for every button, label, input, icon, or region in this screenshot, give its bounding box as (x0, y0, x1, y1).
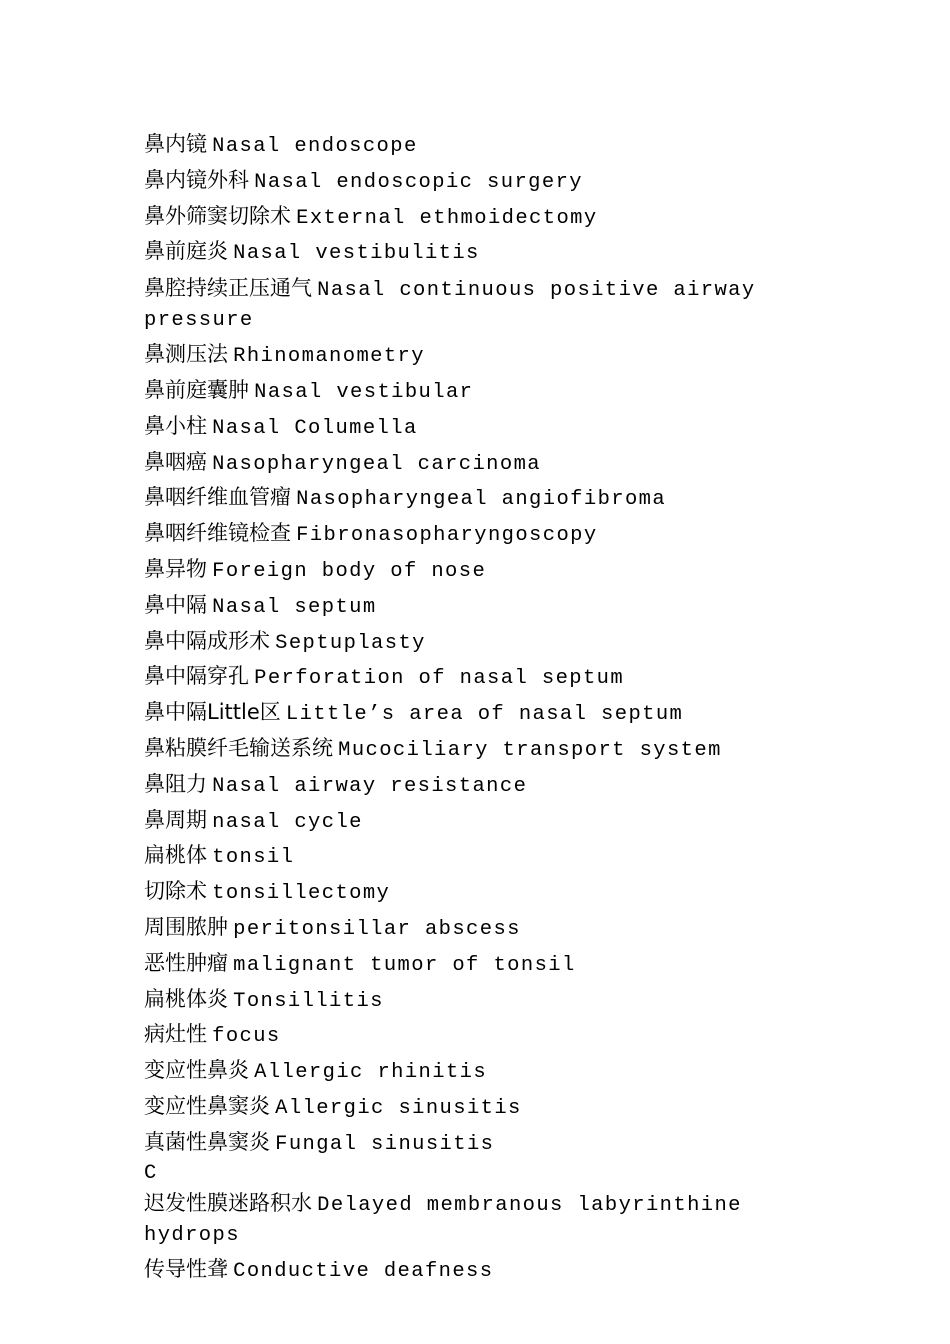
term-english: Allergic sinusitis (275, 1096, 522, 1120)
term-chinese: 鼻咽癌 (144, 449, 207, 474)
glossary-entry (144, 1054, 784, 1090)
term-english: tonsillectomy (212, 882, 391, 906)
term-chinese: 鼻内镜 (144, 132, 207, 156)
glossary-entry (144, 732, 784, 768)
glossary-entry (144, 446, 784, 482)
term-chinese: 扁桃体 (144, 843, 207, 868)
term-english: Nasal vestibulitis (233, 242, 480, 266)
glossary-entry (144, 768, 784, 804)
glossary-entry (144, 374, 784, 410)
glossary-entry (144, 696, 784, 732)
document-page (144, 128, 784, 1288)
glossary-entry (144, 517, 784, 553)
term-english: Delayed membranous labyrinthine hydrops (144, 1193, 742, 1247)
term-chinese: 鼻中隔成形术 (144, 628, 270, 653)
glossary-entry (144, 875, 784, 911)
term-english: Nasal septum (212, 595, 377, 619)
glossary-entry (144, 1253, 784, 1289)
glossary-entry (144, 481, 784, 517)
term-english: tonsil (212, 846, 295, 870)
term-english: Nasal endoscope (212, 135, 418, 158)
term-english: Nasal Columella (212, 416, 418, 440)
term-english: Conductive deafness (233, 1259, 494, 1283)
glossary-entry (144, 1126, 784, 1162)
term-english: peritonsillar abscess (233, 917, 521, 941)
term-english: Perforation of nasal septum (254, 667, 625, 691)
term-english: Allergic rhinitis (254, 1061, 488, 1085)
term-chinese: 鼻中隔 (144, 592, 207, 617)
term-english: Nasopharyngeal angiofibroma (296, 488, 667, 512)
term-chinese: 扁桃体炎 (144, 986, 228, 1011)
glossary-entry (144, 660, 784, 696)
term-chinese: 周围脓肿 (144, 914, 228, 939)
glossary-entry (144, 804, 784, 840)
term-chinese: 鼻外筛窦切除术 (144, 203, 291, 228)
term-chinese: 鼻小柱 (144, 413, 207, 438)
term-english: Rhinomanometry (233, 345, 425, 369)
glossary-entry (144, 235, 784, 271)
glossary-entry (144, 589, 784, 625)
term-chinese: 病灶性 (144, 1022, 207, 1047)
glossary-entry (144, 164, 784, 200)
glossary-entry (144, 1090, 784, 1126)
term-chinese: 鼻前庭囊肿 (144, 377, 249, 402)
glossary-entry (144, 410, 784, 446)
glossary-entry (144, 983, 784, 1019)
term-english: Little’s area of nasal septum (285, 703, 684, 727)
term-english: Nasal endoscopic surgery (254, 170, 583, 194)
term-english: nasal cycle (212, 810, 363, 834)
term-english: Tonsillitis (233, 989, 384, 1013)
term-chinese: 鼻腔持续正压通气 (144, 276, 312, 301)
term-chinese: 切除术 (144, 879, 207, 904)
glossary-entry (144, 947, 784, 983)
term-chinese: 鼻周期 (144, 807, 207, 832)
term-chinese: 迟发性膜迷路积水 (144, 1190, 312, 1215)
term-chinese: 鼻粘膜纤毛输送系统 (144, 735, 333, 760)
term-chinese: 鼻中隔穿孔 (144, 664, 249, 689)
term-chinese: 传导性聋 (144, 1256, 228, 1281)
term-chinese: 鼻测压法 (144, 342, 228, 367)
glossary-entry (144, 1186, 784, 1253)
term-english: Nasal airway resistance (212, 774, 528, 798)
term-english: Fibronasopharyngoscopy (296, 524, 598, 548)
glossary-entry (144, 271, 784, 338)
term-english: External ethmoidectomy (296, 206, 598, 230)
term-chinese: 鼻阻力 (144, 771, 207, 796)
term-chinese: 真菌性鼻窦炎 (144, 1129, 270, 1154)
term-chinese: 鼻咽纤维血管瘤 (144, 485, 291, 510)
term-english: Nasal continuous positive airway pressure (144, 279, 756, 333)
term-chinese: 鼻异物 (144, 556, 207, 581)
glossary-entry (144, 911, 784, 947)
term-chinese: 鼻咽纤维镜检查 (144, 521, 291, 546)
term-english: Nasal vestibular (254, 380, 474, 404)
term-chinese: 鼻前庭炎 (144, 239, 228, 264)
glossary-entry (144, 1018, 784, 1054)
glossary-entry (144, 128, 784, 164)
term-english: Mucociliary transport system (338, 738, 722, 762)
term-chinese: 变应性鼻窦炎 (144, 1093, 270, 1118)
glossary-entry (144, 625, 784, 661)
term-chinese: 变应性鼻炎 (144, 1058, 249, 1083)
term-english: Foreign body of nose (212, 559, 487, 583)
term-english: Septuplasty (275, 631, 426, 655)
glossary-entry (144, 553, 784, 589)
term-english: Nasopharyngeal carcinoma (212, 452, 541, 476)
term-english: malignant tumor of tonsil (233, 953, 576, 977)
term-chinese: 鼻内镜外科 (144, 167, 249, 192)
glossary-entry (144, 200, 784, 236)
section-letter: C (144, 1161, 158, 1185)
glossary-entry (144, 839, 784, 875)
term-chinese: 鼻中隔Little区 (144, 700, 281, 725)
term-chinese: 恶性肿瘤 (144, 950, 228, 975)
term-english: Fungal sinusitis (275, 1132, 495, 1156)
term-english: focus (212, 1025, 281, 1049)
glossary-entry (144, 338, 784, 374)
